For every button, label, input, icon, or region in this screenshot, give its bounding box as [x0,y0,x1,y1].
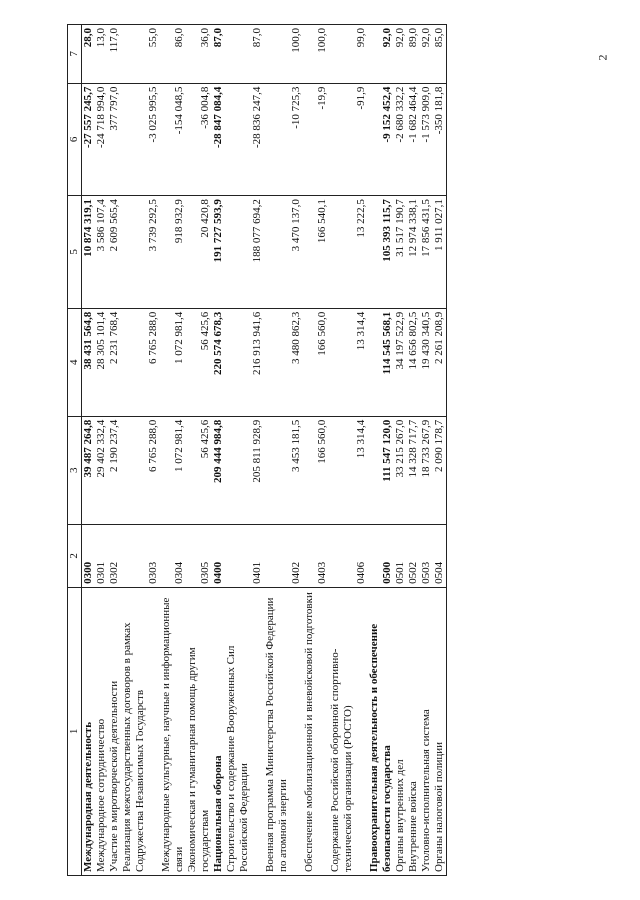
cell-c5: 3 586 107,4 [95,196,108,309]
cell-c7: 87,0 [212,25,225,84]
cell-c4: 114 545 568,1 [368,308,394,416]
cell-code: 0304 [160,524,186,587]
cell-code: 0503 [420,524,433,587]
cell-c3: 209 444 984,8 [212,416,225,524]
cell-c4: 38 431 564,8 [82,308,96,416]
cell-c7: 85,0 [433,25,447,84]
cell-code: 0301 [95,524,108,587]
cell-c3: 13 314,4 [329,416,368,524]
header-cell: 7 [68,25,82,84]
cell-c7: 100,0 [303,25,329,84]
cell-c6: -27 557 245,7 [82,83,96,196]
cell-c7: 92,0 [420,25,433,84]
cell-c6: -3 025 995,5 [121,83,160,196]
cell-c6: -350 181,8 [433,83,447,196]
table-row [303,25,329,876]
cell-c7: 86,0 [160,25,186,84]
table-row [329,25,368,876]
cell-c4: 1 072 981,4 [160,308,186,416]
cell-c3: 166 560,0 [303,416,329,524]
cell-c6: -91,9 [329,83,368,196]
cell-name: Экономическая и гуманитарная помощь другим государствам [186,587,212,875]
table-row [212,25,225,876]
cell-c3: 3 453 181,5 [264,416,303,524]
cell-code: 0403 [303,524,329,587]
cell-c4: 34 197 522,9 [394,308,407,416]
cell-c3: 2 090 178,7 [433,416,447,524]
cell-code: 0500 [368,524,394,587]
table-row [433,25,447,876]
cell-c7: 99,0 [329,25,368,84]
cell-c4: 6 765 288,0 [121,308,160,416]
cell-c7: 92,0 [368,25,394,84]
cell-c6: -9 152 452,4 [368,83,394,196]
cell-c5: 166 540,1 [303,196,329,309]
rotated-page [67,24,595,876]
cell-c5: 17 856 431,5 [420,196,433,309]
cell-c3: 14 328 717,7 [407,416,420,524]
cell-c3: 205 811 928,9 [225,416,264,524]
cell-name: Органы внутренних дел [394,587,407,875]
cell-c6: -19,9 [303,83,329,196]
table-row [394,25,407,876]
table-row [264,25,303,876]
cell-c3: 111 547 120,0 [368,416,394,524]
cell-c5: 1 911 027,1 [433,196,447,309]
cell-c6: -1 682 464,4 [407,83,420,196]
cell-c6: -154 048,5 [160,83,186,196]
cell-name: Органы налоговой полиции [433,587,447,875]
cell-code: 0504 [433,524,447,587]
cell-code: 0305 [186,524,212,587]
table-row [186,25,212,876]
cell-c4: 216 913 941,6 [225,308,264,416]
cell-name: Международная деятельность [82,587,96,875]
cell-code: 0303 [121,524,160,587]
cell-c5: 31 517 190,7 [394,196,407,309]
cell-c5: 10 874 319,1 [82,196,96,309]
cell-name: Правоохранительная деятельность и обеспечение безопасности государства [368,587,394,875]
cell-c4: 19 430 340,5 [420,308,433,416]
cell-name: Участие в миротворческой деятельности [108,587,121,875]
cell-c5: 12 974 338,1 [407,196,420,309]
cell-name: Обеспечение мобилизационной и вневойсковой подготовки [303,587,329,875]
cell-name: Строительство и содержание Вооруженных Сил Российской Федерации [225,587,264,875]
page-number: 2 [595,54,610,61]
cell-c5: 13 222,5 [329,196,368,309]
cell-c4: 166 560,0 [303,308,329,416]
table-body [82,25,447,876]
cell-c5: 3 739 292,5 [121,196,160,309]
cell-c5: 191 727 593,9 [212,196,225,309]
table-row [108,25,121,876]
table-row [95,25,108,876]
header-cell: 2 [68,524,82,587]
cell-c3: 29 402 332,4 [95,416,108,524]
cell-name: Международное сотрудничество [95,587,108,875]
cell-c3: 33 215 267,0 [394,416,407,524]
cell-c3: 6 765 288,0 [121,416,160,524]
cell-code: 0406 [329,524,368,587]
header-cell: 4 [68,308,82,416]
cell-c6: -2 680 332,2 [394,83,407,196]
cell-c3: 56 425,6 [186,416,212,524]
cell-c5: 20 420,8 [186,196,212,309]
header-cell: 6 [68,83,82,196]
cell-c3: 2 190 237,4 [108,416,121,524]
cell-c6: -36 004,8 [186,83,212,196]
cell-c3: 1 072 981,4 [160,416,186,524]
header-cell: 3 [68,416,82,524]
header-cell: 1 [68,587,82,875]
table-row [368,25,394,876]
cell-c3: 39 487 264,8 [82,416,96,524]
cell-c4: 28 305 101,4 [95,308,108,416]
cell-c6: 377 797,0 [108,83,121,196]
table-row [420,25,433,876]
cell-c5: 918 932,9 [160,196,186,309]
cell-c5: 3 470 137,0 [264,196,303,309]
cell-c6: -1 573 909,0 [420,83,433,196]
cell-name: Национальная оборона [212,587,225,875]
table-row [225,25,264,876]
table-row [121,25,160,876]
cell-name: Уголовно-исполнительная система [420,587,433,875]
cell-c7: 89,0 [407,25,420,84]
cell-c6: -28 836 247,4 [225,83,264,196]
cell-c7: 55,0 [121,25,160,84]
cell-code: 0302 [108,524,121,587]
cell-c4: 2 261 208,9 [433,308,447,416]
cell-c5: 2 609 565,4 [108,196,121,309]
cell-c7: 87,0 [225,25,264,84]
header-row [68,25,82,876]
cell-c3: 18 733 267,9 [420,416,433,524]
cell-c7: 13,0 [95,25,108,84]
cell-code: 0502 [407,524,420,587]
cell-code: 0400 [212,524,225,587]
cell-c7: 36,0 [186,25,212,84]
cell-name: Реализация межгосударственных договоров в рамках Содружества Независимых Государств [121,587,160,875]
cell-name: Военная программа Министерства Российской Федерации по атомной энергии [264,587,303,875]
cell-c4: 220 574 678,3 [212,308,225,416]
cell-c7: 100,0 [264,25,303,84]
cell-c7: 92,0 [394,25,407,84]
header-cell: 5 [68,196,82,309]
cell-c4: 56 425,6 [186,308,212,416]
cell-c4: 14 656 802,5 [407,308,420,416]
cell-c4: 2 231 768,4 [108,308,121,416]
table-row [407,25,420,876]
cell-c6: -10 725,3 [264,83,303,196]
cell-c6: -28 847 084,4 [212,83,225,196]
cell-code: 0402 [264,524,303,587]
cell-code: 0401 [225,524,264,587]
table-row [82,25,96,876]
cell-name: Содержание Российской оборонной спортивно-технической организации (РОСТО) [329,587,368,875]
cell-name: Международные культурные, научные и информационные связи [160,587,186,875]
cell-c5: 188 077 694,2 [225,196,264,309]
cell-name: Внутренние войска [407,587,420,875]
table-row [160,25,186,876]
cell-c6: -24 718 994,0 [95,83,108,196]
cell-code: 0501 [394,524,407,587]
cell-c7: 28,0 [82,25,96,84]
cell-c5: 105 393 115,7 [368,196,394,309]
cell-c7: 117,0 [108,25,121,84]
budget-table [67,24,447,876]
cell-code: 0300 [82,524,96,587]
cell-c4: 13 314,4 [329,308,368,416]
cell-c4: 3 480 862,3 [264,308,303,416]
